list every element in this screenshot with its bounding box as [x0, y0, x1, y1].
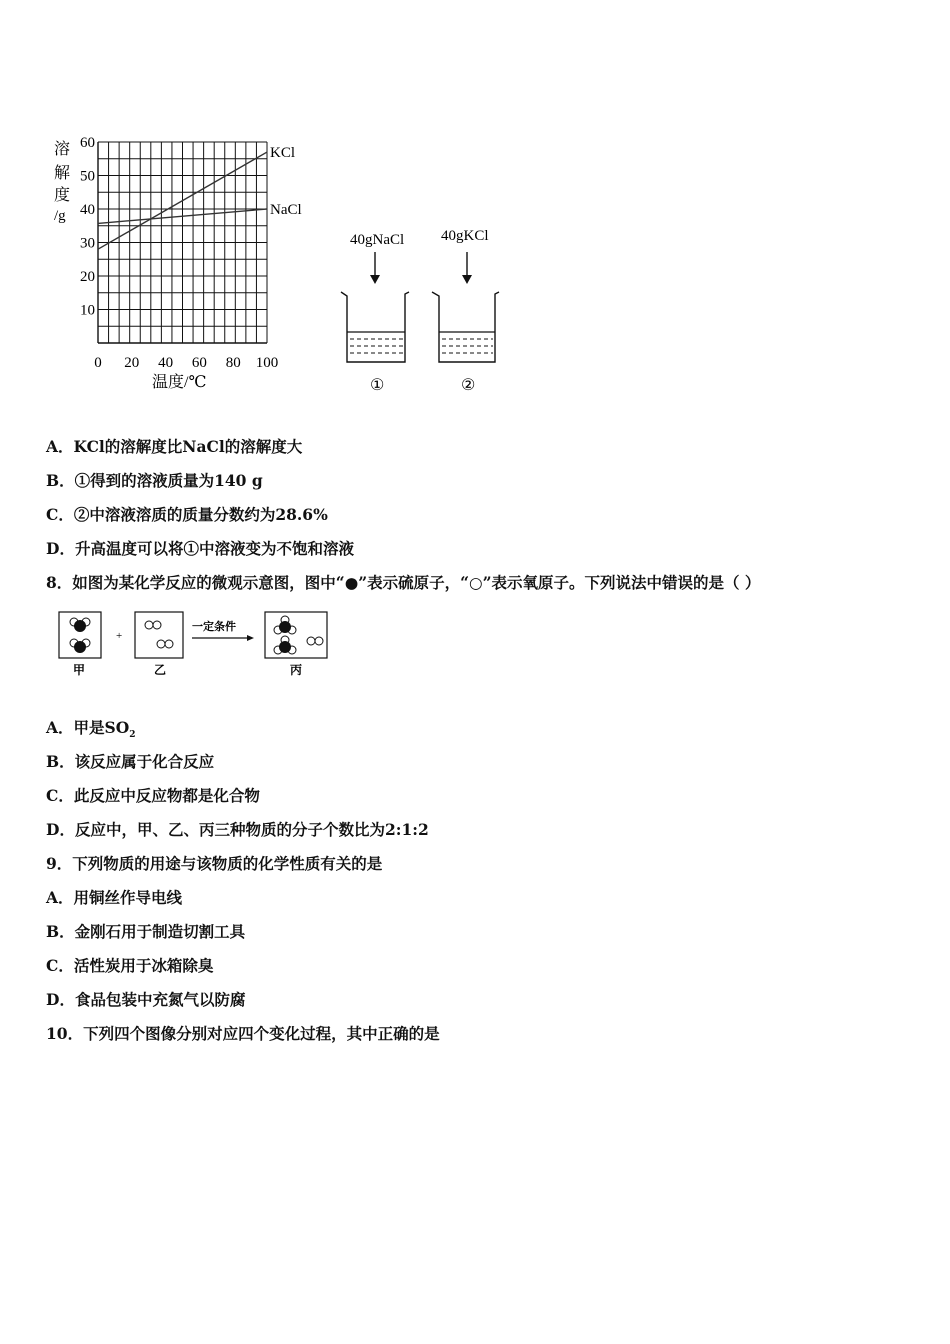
x-tick-labels	[94, 355, 278, 371]
beaker-label: 40gKCl	[441, 228, 489, 244]
q7-option-b	[46, 469, 263, 491]
liquid-dashes	[442, 339, 493, 353]
option-text: 该反应属于化合反应	[74, 752, 215, 771]
q9-stem: 9．下列物质的用途与该物质的化学性质有关的是	[46, 854, 383, 873]
y-tick-labels	[80, 135, 95, 319]
y-tick-label: 30	[80, 235, 95, 252]
q8-option-d	[46, 818, 429, 840]
q7-option-c	[46, 503, 328, 525]
option-text: 此反应中反应物都是化合物	[73, 786, 260, 805]
label-bing: 丙	[290, 663, 303, 677]
option-letter: C．	[46, 956, 74, 975]
y-tick-label: 40	[80, 202, 95, 218]
option-letter: C．	[46, 786, 74, 805]
box-bing	[265, 612, 327, 658]
y-tick-label: 10	[80, 302, 95, 319]
y-axis-label	[54, 140, 70, 224]
subscript: 2	[129, 730, 136, 741]
q8-option-c	[46, 784, 260, 806]
option-text: 金刚石用于制造切割工具	[74, 922, 246, 941]
liquid-dashes	[350, 339, 403, 353]
option-text: ①得到的溶液质量为140 g	[74, 471, 263, 490]
option-letter: D．	[46, 539, 75, 558]
box-jia	[59, 612, 101, 658]
q9-option-b	[46, 920, 245, 942]
label-yi: 乙	[154, 663, 167, 677]
x-tick-label: 60	[191, 355, 207, 371]
q8-option-b	[46, 750, 214, 772]
option-letter: D．	[46, 990, 75, 1009]
series-label-kcl: KCl	[270, 145, 296, 162]
beakers-figure	[335, 222, 515, 400]
y-label-char: 度	[54, 187, 71, 204]
option-text: 用铜丝作导电线	[73, 888, 183, 907]
beaker-outline	[432, 292, 499, 362]
beaker-2	[432, 228, 499, 394]
y-label-char: /g	[54, 208, 66, 224]
beaker-outline	[341, 292, 409, 362]
q10-stem: 10．下列四个图像分别对应四个变化过程，其中正确的是	[46, 1024, 440, 1043]
option-text: KCl的溶解度比NaCl的溶解度大	[73, 437, 303, 456]
solubility-chart	[40, 130, 340, 400]
option-letter: A．	[46, 718, 74, 737]
option-text: 食品包装中充氮气以防腐	[74, 990, 246, 1009]
q9-option-a	[46, 886, 182, 908]
option-letter: B．	[46, 922, 75, 941]
option-letter: B．	[46, 752, 75, 771]
q9-option-c	[46, 954, 213, 976]
x-axis-label: 温度/℃	[152, 374, 207, 391]
x-tick-label: 80	[225, 355, 241, 371]
beaker-label: 40gNaCl	[350, 232, 405, 248]
plus-sign: +	[116, 630, 123, 642]
arrow-head	[247, 635, 254, 641]
option-text: 反应中，甲、乙、丙三种物质的分子个数比为2:1:2	[74, 820, 429, 839]
series-label-nacl: NaCl	[270, 202, 302, 218]
option-letter: A．	[46, 437, 74, 456]
arrow-head	[462, 275, 472, 284]
chart-grid	[98, 142, 267, 343]
x-tick-label: 40	[158, 355, 174, 371]
option-letter: D．	[46, 820, 75, 839]
option-text: 升高温度可以将①中溶液变为不饱和溶液	[74, 539, 354, 558]
y-tick-label: 50	[80, 168, 95, 185]
option-letter: C．	[46, 505, 74, 524]
option-text: 甲是SO	[73, 718, 130, 737]
q7-option-d	[46, 537, 354, 559]
option-text: 活性炭用于冰箱除臭	[73, 956, 214, 975]
arrow-head	[370, 275, 380, 284]
label-jia: 甲	[73, 663, 86, 677]
option-letter: B．	[46, 471, 75, 490]
q7-option-a	[46, 435, 302, 457]
series-lines	[98, 145, 302, 249]
y-tick-label: 20	[80, 269, 95, 285]
option-letter: A．	[46, 888, 74, 907]
x-tick-label: 20	[124, 355, 140, 371]
y-label-char: 溶	[54, 141, 71, 158]
beaker-1	[341, 232, 409, 394]
y-label-char: 解	[54, 165, 71, 182]
beaker-number: ②	[461, 377, 476, 394]
y-tick-label: 60	[80, 135, 95, 151]
x-tick-label: 100	[255, 355, 279, 371]
box-yi	[135, 612, 183, 658]
q8-option-a	[46, 716, 136, 740]
reaction-condition: 一定条件	[192, 621, 236, 633]
q9-option-d	[46, 988, 245, 1010]
option-text: ②中溶液溶质的质量分数约为28.6%	[73, 505, 328, 524]
beaker-number: ①	[370, 377, 385, 394]
reaction-diagram	[55, 608, 340, 680]
q8-stem: 8．如图为某化学反应的微观示意图，图中“●”表示硫原子，“○”表示氧原子。下列说法中错误的是（ ）	[46, 573, 761, 592]
x-tick-label: 0	[94, 355, 102, 371]
